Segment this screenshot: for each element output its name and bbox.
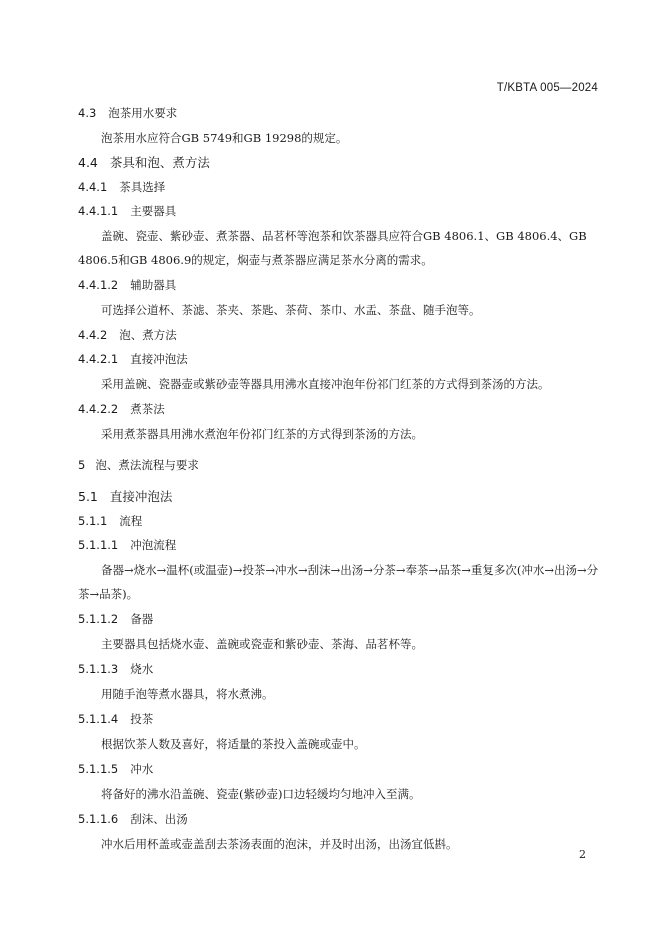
page-number: 2 (579, 848, 586, 861)
paragraph: 用随手泡等煮水器具，将水煮沸。 (101, 687, 274, 701)
section-title: 煮茶法 (130, 402, 165, 416)
section-4-4-1 (78, 178, 600, 196)
section-number: 4.4 (78, 155, 98, 170)
section-title: 刮沫、出汤 (130, 812, 188, 826)
section-number: 5 (78, 458, 86, 472)
section-number: 4.3 (78, 106, 97, 120)
section-5-1-1-6 (78, 810, 600, 856)
section-title: 投茶 (130, 712, 154, 726)
section-4-4-2-1 (78, 350, 600, 396)
section-heading (78, 488, 600, 506)
section-4-4-1-1 (78, 202, 600, 272)
paragraph: 将备好的沸水沿盖碗、瓷壶(紫砂壶)口边轻缓均匀地冲入至满。 (101, 787, 421, 801)
section-title: 直接冲泡法 (130, 352, 188, 366)
section-heading (78, 178, 600, 196)
section-heading (78, 610, 600, 628)
section-heading (78, 660, 600, 678)
section-number: 5.1.1.2 (78, 612, 119, 626)
section-title: 茶具和泡、煮方法 (109, 155, 210, 170)
section-4-4-2 (78, 326, 600, 344)
section-number: 5.1 (78, 489, 98, 504)
section-number: 4.4.2 (78, 328, 108, 342)
section-5-1-1-2 (78, 610, 600, 656)
section-number: 5.1.1 (78, 514, 108, 528)
section-title: 直接冲泡法 (109, 489, 173, 504)
section-4-4 (78, 154, 600, 172)
section-heading (78, 104, 600, 122)
section-title: 主要器具 (130, 204, 177, 218)
section-heading (78, 350, 600, 368)
paragraph: 冲水后用杯盖或壶盖刮去茶汤表面的泡沫，并及时出汤，出汤宜低斟。 (101, 837, 458, 851)
paragraph: 根据饮茶人数及喜好，将适量的茶投入盖碗或壶中。 (101, 737, 366, 751)
section-heading (78, 536, 600, 554)
section-4-4-1-2 (78, 276, 600, 322)
section-heading (78, 400, 600, 418)
paragraph: 盖碗、瓷壶、紫砂壶、煮茶器、品茗杯等泡茶和饮茶器具应符合GB 4806.1、GB 4806.4、GB 4806.5和GB 4806.9的规定，焖壶与煮茶器应满足茶水分离的需求。 (78, 229, 587, 267)
section-heading (78, 810, 600, 828)
section-heading (78, 512, 600, 530)
section-heading (78, 710, 600, 728)
section-heading (78, 202, 600, 220)
section-title: 茶具选择 (119, 180, 166, 194)
section-5-1 (78, 488, 600, 506)
section-heading (78, 456, 600, 474)
paragraph: 采用盖碗、瓷器壶或紫砂壶等器具用沸水直接冲泡年份祁门红茶的方式得到茶汤的方法。 (101, 377, 550, 391)
section-title: 泡、煮方法 (119, 328, 177, 342)
section-title: 冲泡流程 (130, 538, 177, 552)
section-4-3 (78, 104, 600, 150)
section-number: 5.1.1.5 (78, 762, 119, 776)
section-5 (78, 456, 600, 474)
section-heading (78, 154, 600, 172)
paragraph: 泡茶用水应符合GB 5749和GB 19298的规定。 (101, 131, 348, 145)
section-number: 5.1.1.3 (78, 662, 119, 676)
section-number: 4.4.1 (78, 180, 108, 194)
section-title: 流程 (119, 514, 143, 528)
section-title: 冲水 (130, 762, 154, 776)
paragraph: 采用煮茶器具用沸水煮泡年份祁门红茶的方式得到茶汤的方法。 (101, 427, 423, 441)
section-5-1-1 (78, 512, 600, 530)
section-title: 辅助器具 (130, 278, 177, 292)
section-heading (78, 326, 600, 344)
section-number: 4.4.1.1 (78, 204, 119, 218)
section-heading (78, 276, 600, 294)
section-5-1-1-1 (78, 536, 600, 606)
section-number: 5.1.1.6 (78, 812, 119, 826)
section-4-4-2-2 (78, 400, 600, 446)
document-body (78, 104, 600, 856)
section-number: 4.4.1.2 (78, 278, 119, 292)
section-5-1-1-3 (78, 660, 600, 706)
section-heading (78, 760, 600, 778)
section-title: 泡茶用水要求 (108, 106, 178, 120)
section-title: 备器 (130, 612, 154, 626)
section-title: 烧水 (130, 662, 154, 676)
section-number: 4.4.2.2 (78, 402, 119, 416)
paragraph: 主要器具包括烧水壶、盖碗或瓷壶和紫砂壶、茶海、品茗杯等。 (101, 637, 423, 651)
section-title: 泡、煮法流程与要求 (95, 458, 199, 472)
paragraph: 可选择公道杯、茶滤、茶夹、茶匙、茶荷、茶巾、水盂、茶盘、随手泡等。 (101, 303, 481, 317)
section-number: 5.1.1.1 (78, 538, 119, 552)
section-5-1-1-5 (78, 760, 600, 806)
document-id: T/KBTA 005—2024 (496, 82, 598, 94)
section-number: 4.4.2.1 (78, 352, 119, 366)
section-5-1-1-4 (78, 710, 600, 756)
section-number: 5.1.1.4 (78, 712, 119, 726)
paragraph: 备器→烧水→温杯(或温壶)→投茶→冲水→刮沫→出汤→分茶→奉茶→品茶→重复多次(冲水→出汤→分茶→品茶)。 (78, 563, 599, 601)
